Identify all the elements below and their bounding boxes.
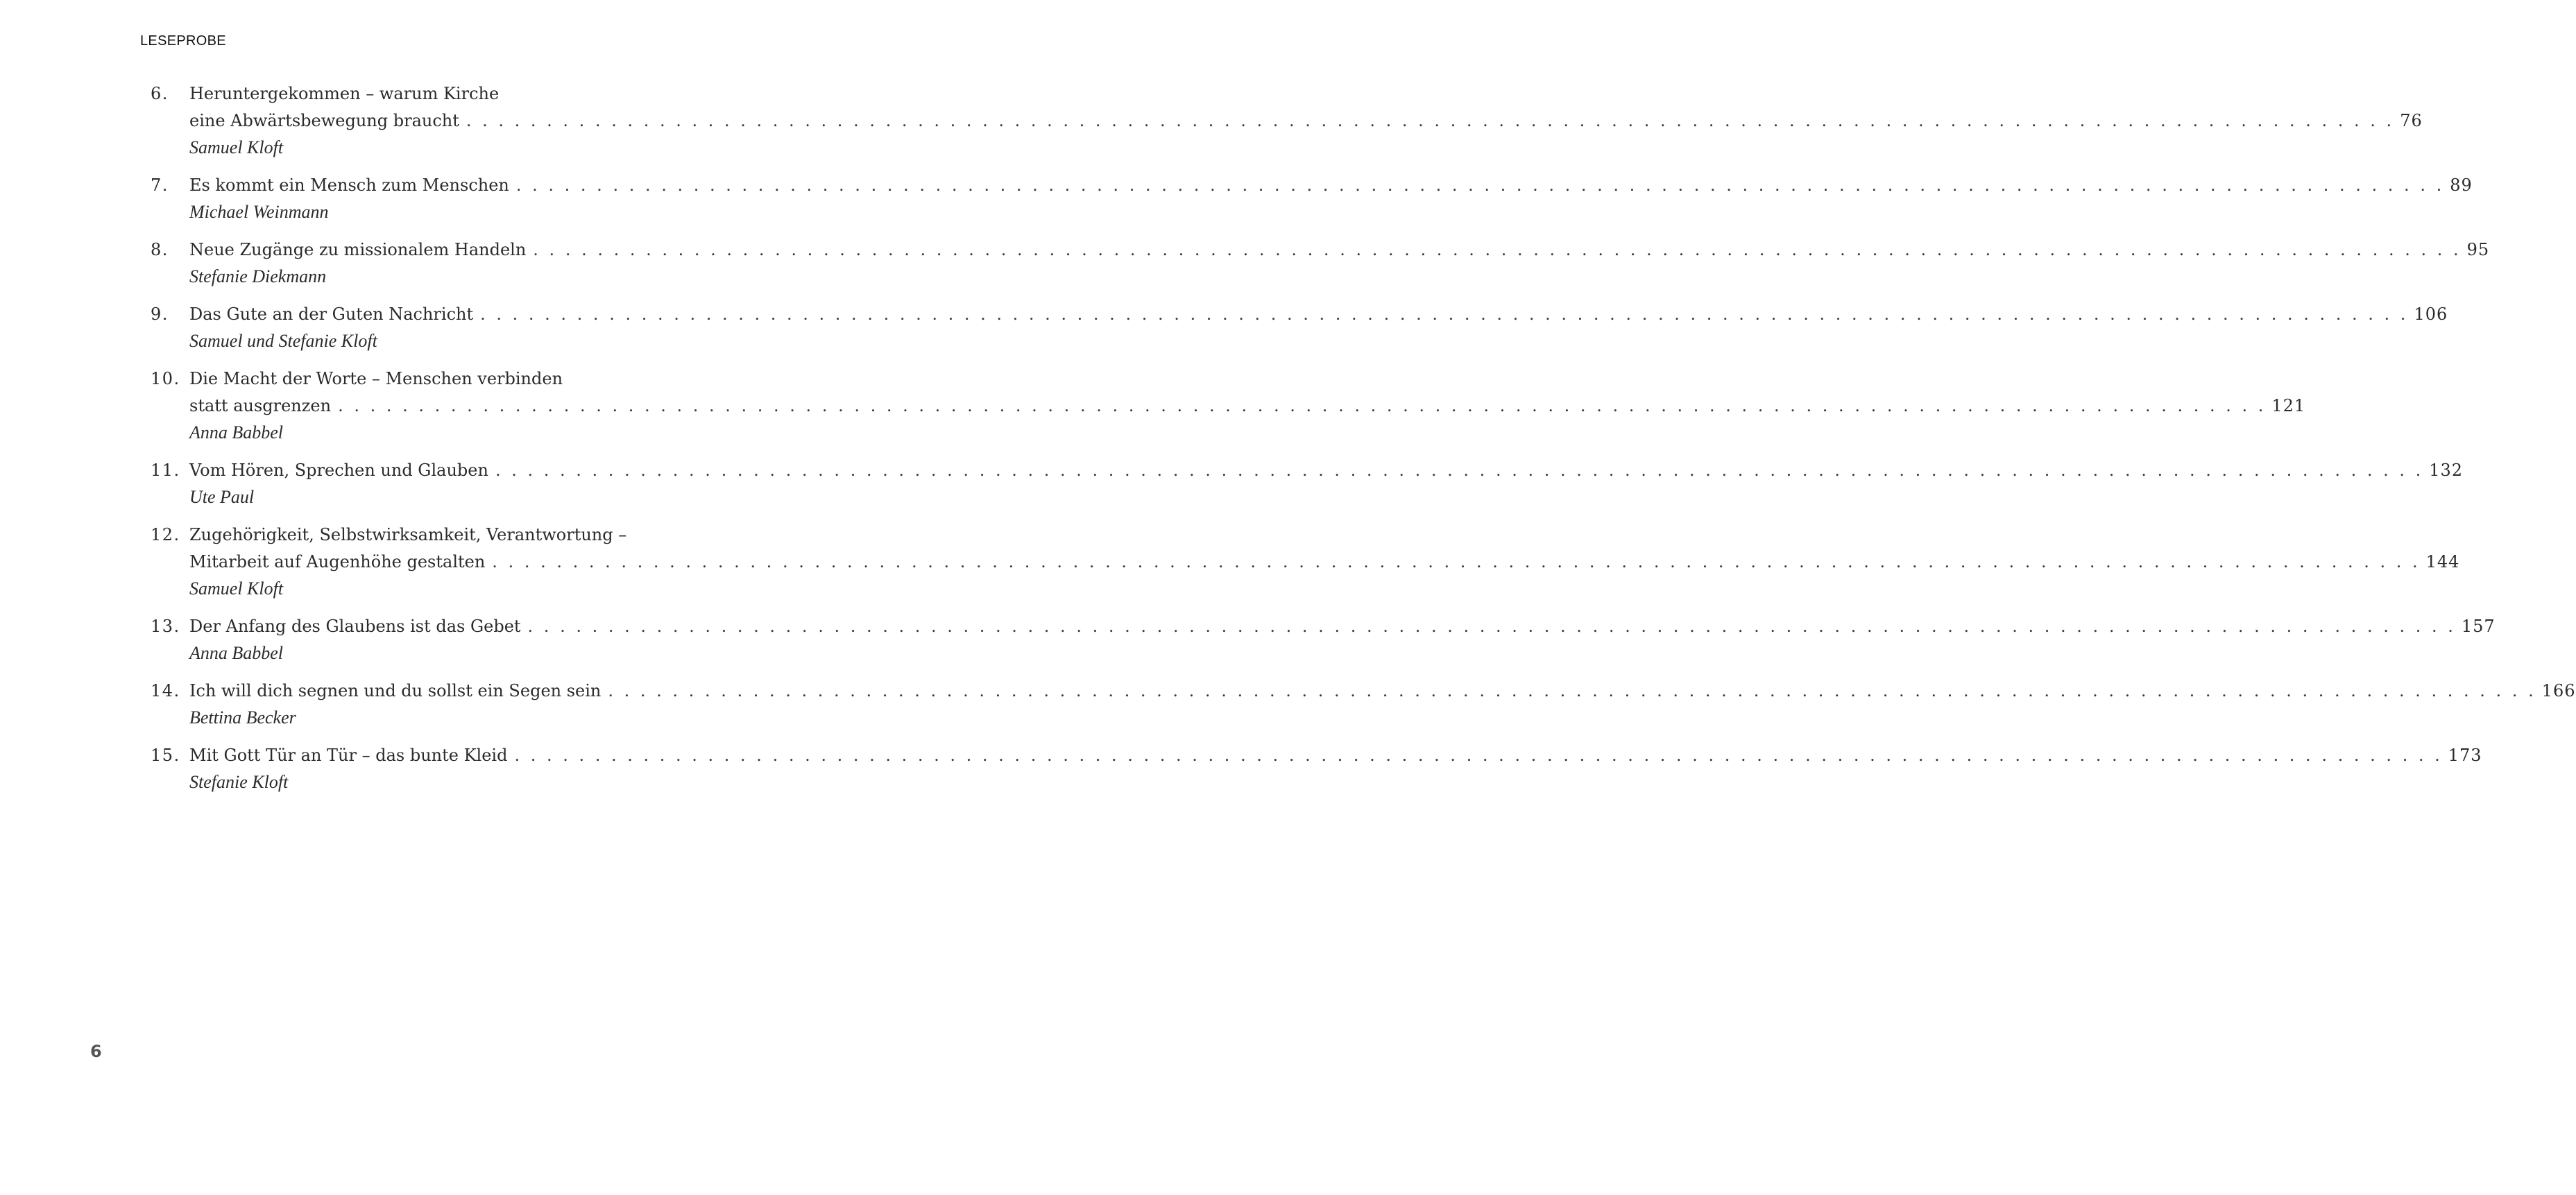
toc-entry-title-row [189,237,2490,264]
table-of-contents [151,80,2576,807]
dot-leader: . . . . . . . . . . . . . . . . . . . . . . . . . . . . . . . . . . . . . . . . . . . . . . . . . . . . . . . . . . . . . . . . . . . . . . . . . . . . . . . . . . . . . . . . . . . . . . . . . . . . . . . . . . . . . . . . . . . . . . . . [338,396,2267,415]
toc-entry-title-line: eine Abwärtsbewegung braucht [189,111,459,130]
toc-entry-body [189,457,2464,510]
toc-entry-author: Anna Babbel [189,422,284,442]
toc-entry-title-line: Heruntergekommen – warum Kirche [189,84,500,103]
toc-entry-page-number: 106 [2414,304,2448,324]
toc-entry [151,80,2423,160]
toc-entry-page-number: 157 [2461,617,2496,636]
toc-entry-title-row [189,549,2460,576]
toc-entry-page-number: 89 [2450,175,2473,195]
toc-entry-title-line: Ich will dich segnen und du sollst ein Segen sein [189,681,602,700]
toc-entry-author: Samuel Kloft [189,137,284,157]
toc-entry-title-row [189,108,2423,135]
toc-entry-title-row [189,457,2464,484]
toc-entry-title-row [189,613,2496,640]
toc-entry-title-line: Der Anfang des Glaubens ist das Gebet [189,617,521,636]
toc-entry-number: 14. [151,681,180,700]
toc-entry-author: Samuel und Stefanie Kloft [189,331,377,351]
toc-entry-body [189,366,2306,445]
toc-entry-title-line: Neue Zugänge zu missionalem Handeln [189,240,527,259]
toc-entry-body [189,613,2496,666]
toc-entry-title-row [189,678,2576,705]
toc-entry-title-line: Es kommt ein Mensch zum Menschen [189,175,509,195]
toc-entry-body [189,678,2576,730]
toc-entry-number: 15. [151,746,180,765]
toc-entry-number: 8. [151,240,169,259]
toc-entry-number: 6. [151,84,169,103]
dot-leader: . . . . . . . . . . . . . . . . . . . . . . . . . . . . . . . . . . . . . . . . . . . . . . . . . . . . . . . . . . . . . . . . . . . . . . . . . . . . . . . . . . . . . . . . . . . . . . . . . . . . . . . . . . . . . . . . . . . . . . . . [480,304,2409,324]
toc-entry-body [189,301,2448,354]
toc-entry-title-row [189,172,2473,199]
toc-entry-page-number: 121 [2271,396,2306,415]
dot-leader: . . . . . . . . . . . . . . . . . . . . . . . . . . . . . . . . . . . . . . . . . . . . . . . . . . . . . . . . . . . . . . . . . . . . . . . . . . . . . . . . . . . . . . . . . . . . . . . . . . . . . . . . . . . . . . . . . . . . . . . . [515,175,2445,195]
toc-entry [151,237,2490,289]
dot-leader: . . . . . . . . . . . . . . . . . . . . . . . . . . . . . . . . . . . . . . . . . . . . . . . . . . . . . . . . . . . . . . . . . . . . . . . . . . . . . . . . . . . . . . . . . . . . . . . . . . . . . . . . . . . . . . . . . . . . . . . . [492,552,2421,571]
toc-entry-body [189,522,2460,601]
toc-entry-title-row [189,742,2482,769]
toc-entry-title-row [189,301,2448,328]
toc-entry-author: Stefanie Diekmann [189,266,327,286]
toc-entry-number: 12. [151,525,180,544]
dot-leader: . . . . . . . . . . . . . . . . . . . . . . . . . . . . . . . . . . . . . . . . . . . . . . . . . . . . . . . . . . . . . . . . . . . . . . . . . . . . . . . . . . . . . . . . . . . . . . . . . . . . . . . . . . . . . . . . . . . . . . . . [495,461,2424,480]
toc-entry-title-row [189,393,2306,420]
toc-entry-page-number: 132 [2429,461,2464,480]
toc-entry [151,613,2496,666]
toc-entry-page-number: 95 [2466,240,2490,259]
toc-entry-number: 11. [151,461,180,480]
toc-entry-body [189,172,2473,225]
toc-entry-author: Bettina Becker [189,707,296,728]
toc-entry [151,172,2473,225]
toc-entry-title-line: Das Gute an der Guten Nachricht [189,304,474,324]
toc-entry-number: 10. [151,369,180,388]
toc-entry-author: Ute Paul [189,487,255,507]
page-header-label: LESEPROBE [140,33,226,49]
toc-entry [151,742,2482,795]
toc-entry [151,301,2448,354]
toc-entry-body [189,742,2482,795]
toc-entry-author: Stefanie Kloft [189,772,289,792]
toc-entry-page-number: 144 [2425,552,2460,571]
toc-entry-author: Michael Weinmann [189,202,329,222]
toc-entry-body [189,80,2423,160]
toc-entry-page-number: 76 [2400,111,2423,130]
toc-entry-body [189,237,2490,289]
toc-entry-title-line: Mit Gott Tür an Tür – das bunte Kleid [189,746,508,765]
toc-entry [151,366,2306,445]
dot-leader: . . . . . . . . . . . . . . . . . . . . . . . . . . . . . . . . . . . . . . . . . . . . . . . . . . . . . . . . . . . . . . . . . . . . . . . . . . . . . . . . . . . . . . . . . . . . . . . . . . . . . . . . . . . . . . . . . . . . . . . . [514,746,2443,765]
toc-entry-number: 9. [151,304,169,324]
toc-entry-title-line: Mitarbeit auf Augenhöhe gestalten [189,552,486,571]
toc-entry [151,522,2460,601]
toc-entry-title-line: Die Macht der Worte – Menschen verbinden [189,369,563,388]
dot-leader: . . . . . . . . . . . . . . . . . . . . . . . . . . . . . . . . . . . . . . . . . . . . . . . . . . . . . . . . . . . . . . . . . . . . . . . . . . . . . . . . . . . . . . . . . . . . . . . . . . . . . . . . . . . . . . . . . . . . . . . . [527,617,2456,636]
toc-entry-page-number: 166 [2541,681,2576,700]
toc-entry-author: Anna Babbel [189,643,284,663]
page-number: 6 [90,1042,102,1061]
dot-leader: . . . . . . . . . . . . . . . . . . . . . . . . . . . . . . . . . . . . . . . . . . . . . . . . . . . . . . . . . . . . . . . . . . . . . . . . . . . . . . . . . . . . . . . . . . . . . . . . . . . . . . . . . . . . . . . . . . . . . . . . [608,681,2536,700]
toc-entry-author: Samuel Kloft [189,578,284,599]
toc-entry-title-line: statt ausgrenzen [189,396,332,415]
toc-entry-page-number: 173 [2448,746,2482,765]
dot-leader: . . . . . . . . . . . . . . . . . . . . . . . . . . . . . . . . . . . . . . . . . . . . . . . . . . . . . . . . . . . . . . . . . . . . . . . . . . . . . . . . . . . . . . . . . . . . . . . . . . . . . . . . . . . . . . . . . . . . . . . . [466,111,2395,130]
toc-entry-title-line: Zugehörigkeit, Selbstwirksamkeit, Verantwortung – [189,525,627,544]
dot-leader: . . . . . . . . . . . . . . . . . . . . . . . . . . . . . . . . . . . . . . . . . . . . . . . . . . . . . . . . . . . . . . . . . . . . . . . . . . . . . . . . . . . . . . . . . . . . . . . . . . . . . . . . . . . . . . . . . . . . . . . . [533,240,2462,259]
toc-entry-title-line: Vom Hören, Sprechen und Glauben [189,461,488,480]
toc-entry-number: 13. [151,617,180,636]
toc-entry [151,678,2576,730]
toc-entry [151,457,2464,510]
toc-entry-number: 7. [151,175,169,195]
